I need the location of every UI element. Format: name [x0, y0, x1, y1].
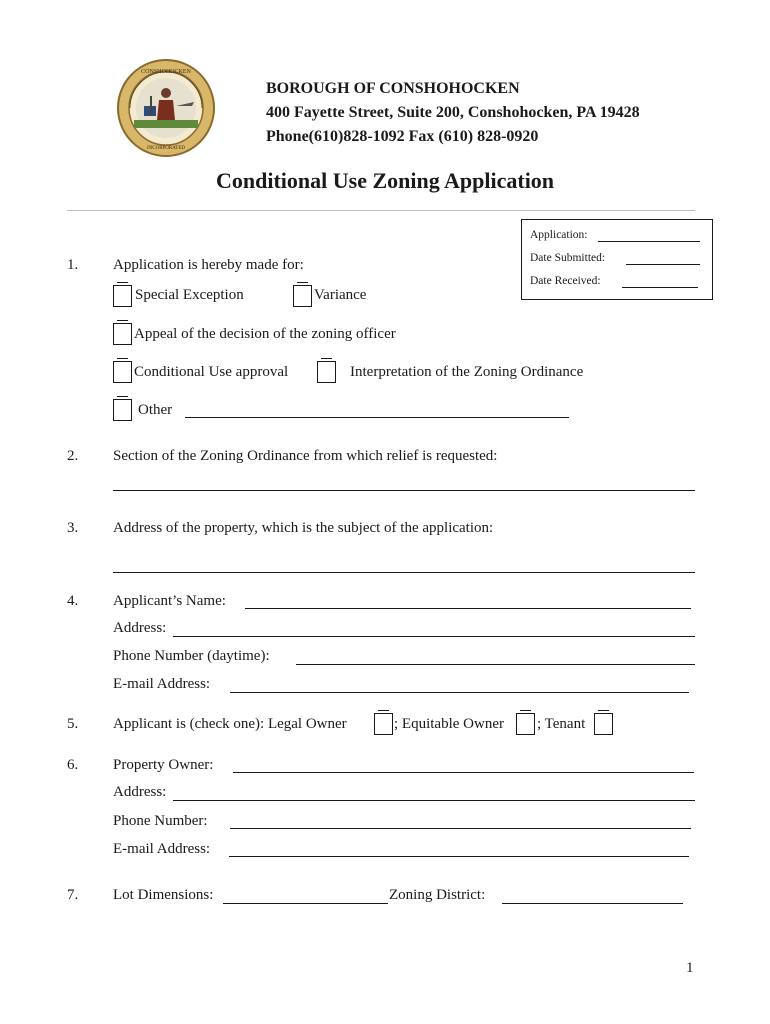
equitable-owner-checkbox[interactable]: [516, 713, 535, 735]
item-6-number: 6.: [67, 757, 79, 773]
other-field[interactable]: [185, 417, 569, 418]
date-received-label: Date Received:: [530, 275, 601, 287]
tenant-checkbox[interactable]: [594, 713, 613, 735]
appeal-label: Appeal of the decision of the zoning officer: [134, 326, 396, 342]
applicant-name-field[interactable]: [245, 608, 691, 609]
applicant-email-label: E-mail Address:: [113, 676, 211, 692]
owner-phone-label: Phone Number:: [113, 813, 208, 829]
applicant-type-label: Applicant is (check one): Legal Owner: [113, 716, 347, 732]
owner-address-label: Address:: [113, 784, 167, 800]
applicant-address-field[interactable]: [173, 636, 695, 637]
variance-label: Variance: [314, 287, 367, 303]
item-1-label: Application is hereby made for:: [113, 257, 304, 273]
property-address-field[interactable]: [113, 572, 695, 573]
header-divider: [67, 210, 695, 211]
variance-checkbox[interactable]: [293, 285, 312, 307]
item-3-label: Address of the property, which is the subject of the application:: [113, 520, 494, 536]
borough-seal-logo: [116, 58, 216, 158]
date-received-field[interactable]: [622, 287, 698, 288]
special-exception-label: Special Exception: [135, 287, 244, 303]
item-1-number: 1.: [67, 257, 79, 273]
special-exception-checkbox[interactable]: [113, 285, 132, 307]
date-submitted-label: Date Submitted:: [530, 252, 606, 264]
org-address: 400 Fayette Street, Suite 200, Conshohocken, PA 19428: [266, 104, 640, 121]
page-number: 1: [686, 960, 694, 976]
item-2-number: 2.: [67, 448, 79, 464]
owner-phone-field[interactable]: [230, 828, 691, 829]
form-title: Conditional Use Zoning Application: [216, 168, 555, 193]
tenant-label: ; Tenant: [537, 716, 586, 732]
item-7-number: 7.: [67, 887, 79, 903]
owner-email-label: E-mail Address:: [113, 841, 211, 857]
lot-dimensions-field[interactable]: [223, 903, 388, 904]
date-submitted-field[interactable]: [626, 264, 700, 265]
applicant-phone-field[interactable]: [296, 664, 695, 665]
org-contact: Phone(610)828-1092 Fax (610) 828-0920: [266, 128, 539, 145]
item-5-number: 5.: [67, 716, 79, 732]
other-checkbox[interactable]: [113, 399, 132, 421]
svg-text:CONSHOHOCKEN: CONSHOHOCKEN: [141, 69, 191, 75]
application-label: Application:: [530, 229, 588, 241]
interpretation-checkbox[interactable]: [317, 361, 336, 383]
equitable-owner-label: ; Equitable Owner: [394, 716, 504, 732]
applicant-address-label: Address:: [113, 620, 167, 636]
appeal-checkbox[interactable]: [113, 323, 132, 345]
zoning-section-field[interactable]: [113, 490, 695, 491]
application-field[interactable]: [598, 241, 700, 242]
org-name: BOROUGH OF CONSHOHOCKEN: [266, 80, 520, 97]
owner-email-field[interactable]: [229, 856, 689, 857]
item-2-label: Section of the Zoning Ordinance from which relief is requested:: [113, 448, 498, 464]
zoning-district-label: Zoning District:: [389, 887, 486, 903]
conditional-use-label: Conditional Use approval: [134, 364, 289, 380]
svg-text:INCORPORATED: INCORPORATED: [146, 146, 186, 151]
item-4-number: 4.: [67, 593, 79, 609]
property-owner-label: Property Owner:: [113, 757, 214, 773]
conditional-use-checkbox[interactable]: [113, 361, 132, 383]
legal-owner-checkbox[interactable]: [374, 713, 393, 735]
interpretation-label: Interpretation of the Zoning Ordinance: [350, 364, 584, 380]
applicant-phone-label: Phone Number (daytime):: [113, 648, 270, 664]
other-label: Other: [138, 402, 173, 418]
owner-address-field[interactable]: [173, 800, 695, 801]
applicant-email-field[interactable]: [230, 692, 689, 693]
property-owner-field[interactable]: [233, 772, 694, 773]
item-3-number: 3.: [67, 520, 79, 536]
zoning-district-field[interactable]: [502, 903, 683, 904]
applicant-name-label: Applicant’s Name:: [113, 593, 226, 609]
lot-dimensions-label: Lot Dimensions:: [113, 887, 214, 903]
